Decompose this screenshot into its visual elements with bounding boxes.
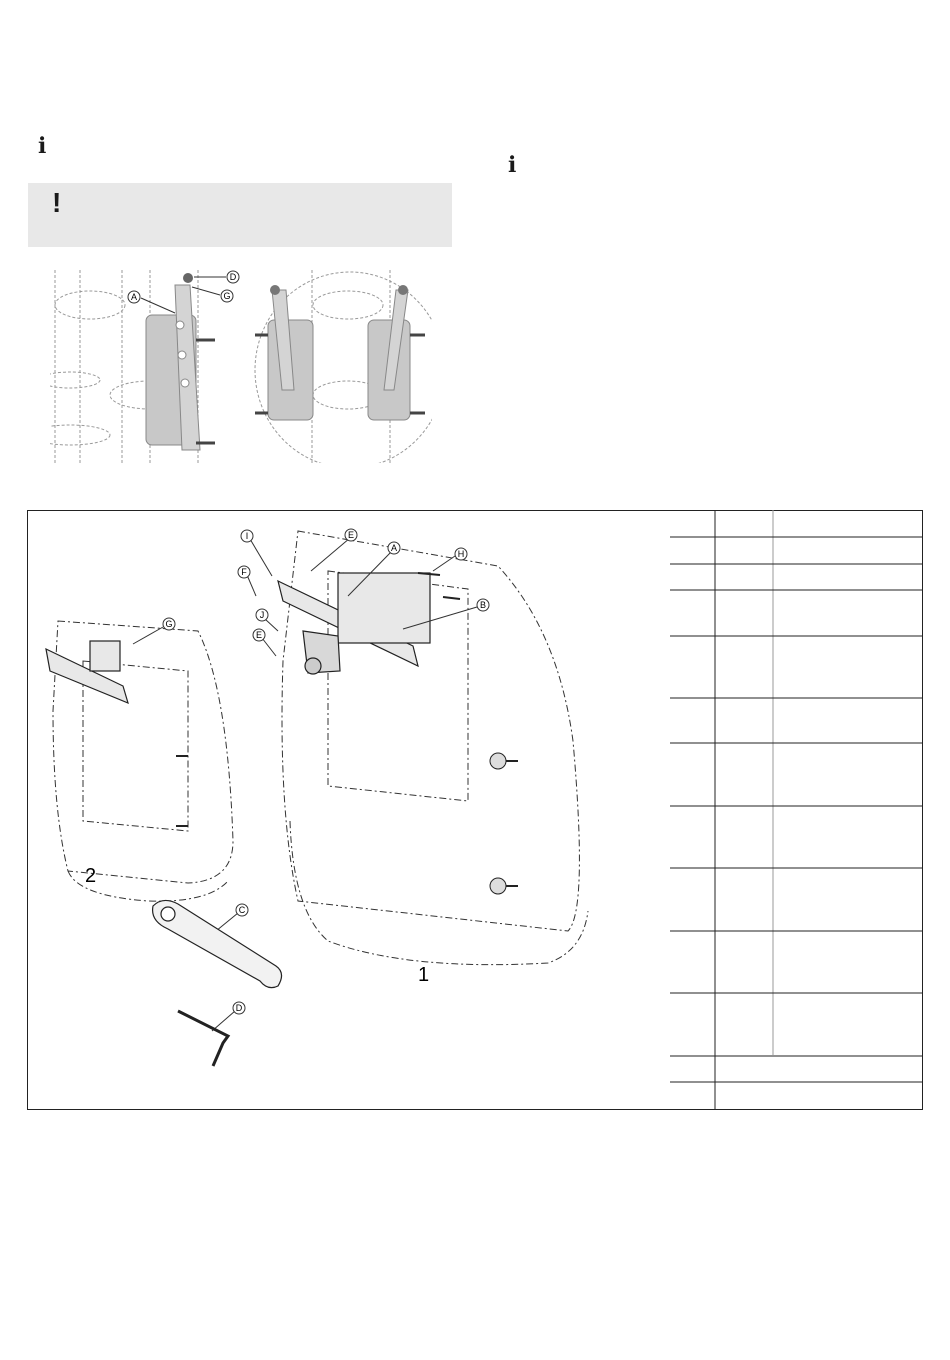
parts-table (670, 510, 923, 1110)
backrest-small (53, 621, 233, 901)
exploded-view-figure (28, 511, 668, 1109)
svg-text:D: D (235, 1003, 243, 1013)
svg-text:H: H (457, 549, 465, 559)
bracket-large (278, 573, 430, 674)
callout-j (256, 609, 278, 631)
callout-d-fig2 (212, 1002, 245, 1031)
callout-d (194, 271, 239, 283)
warning-box (28, 183, 452, 247)
callout-f (238, 566, 256, 596)
svg-text:F: F (241, 567, 247, 577)
bracket-adjustment-figure (50, 265, 432, 463)
bracket-plate-left (146, 285, 200, 450)
svg-text:D: D (229, 272, 237, 282)
svg-text:B: B (479, 600, 487, 610)
svg-text:C: C (238, 905, 246, 915)
wrench (153, 900, 282, 987)
callout-a (128, 291, 175, 313)
svg-text:E: E (255, 630, 263, 640)
svg-text:E: E (347, 530, 355, 540)
callout-g (192, 287, 233, 302)
bracket-plate-right (268, 290, 410, 420)
svg-text:J: J (259, 610, 265, 620)
backrest-large (282, 531, 588, 965)
callout-c (216, 904, 248, 931)
bracket-small (46, 641, 128, 703)
view-label-1: 1 (418, 964, 430, 986)
svg-text:G: G (223, 291, 231, 301)
exclamation-icon: ! (52, 187, 62, 218)
svg-text:G: G (165, 619, 173, 629)
svg-text:A: A (390, 543, 398, 553)
info-icon: ℹ (38, 134, 47, 159)
view-label-2: 2 (85, 865, 97, 887)
callout-h (433, 548, 467, 571)
info-icon: ℹ (508, 153, 517, 178)
callout-g-fig2 (133, 618, 175, 644)
svg-text:I: I (245, 531, 249, 541)
callout-e-top (311, 529, 357, 571)
callout-e-bottom (253, 629, 276, 656)
hex-key (178, 1011, 228, 1066)
svg-text:A: A (130, 292, 138, 302)
